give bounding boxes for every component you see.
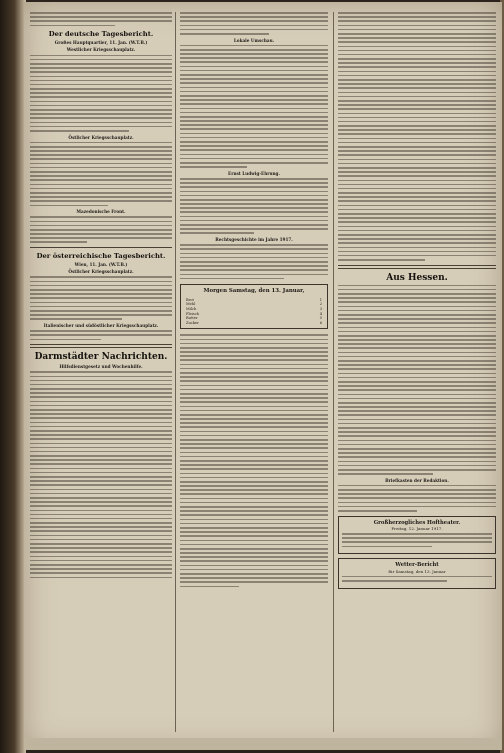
column-rule [333, 12, 334, 732]
text-block [180, 334, 328, 587]
section-east: Östlicher Kriegsschauplatz. [68, 134, 134, 140]
section-macedonia: Mazedonische Front. [76, 209, 126, 215]
subheadline: Ernst Ludwig-Ehrung. [228, 170, 280, 176]
text-block [30, 12, 172, 26]
dateline: Wien, 11. Jan. (W.T.B.) [74, 262, 128, 268]
row-label: Mehl [186, 302, 196, 307]
section-east: Östlicher Kriegsschauplatz. [68, 269, 134, 275]
column-2 [180, 12, 328, 737]
row-value: 5 [319, 316, 322, 321]
column-3 [338, 12, 496, 737]
newspaper-page [24, 2, 502, 750]
text-block [180, 244, 328, 279]
subheadline-letters: Briefkasten der Redaktion. [385, 477, 449, 483]
weather-notice [338, 558, 496, 588]
subheadline: Rechtsgeschichte im Jahre 1917. [215, 237, 293, 242]
headline-hessen: Aus Hessen. [386, 272, 448, 283]
row-label: Brot [186, 297, 194, 302]
headline-austrian-report: Der österreichische Tagesbericht. [36, 252, 166, 261]
column-1 [30, 12, 172, 737]
text-block [342, 576, 492, 582]
divider [30, 344, 172, 348]
text-block [338, 12, 496, 261]
text-block [180, 12, 328, 35]
text-block [30, 55, 172, 132]
subheadline: Lokale Umschau. [233, 37, 275, 43]
theater-notice [338, 516, 496, 555]
page-bottom-edge [24, 738, 502, 750]
row-value: 3 [319, 306, 322, 311]
headline-german-report: Der deutsche Tagesbericht. [48, 30, 154, 39]
section-italy: Italienischer und südöstlicher Kriegsschauplatz. [43, 322, 159, 328]
row-label: Zucker [186, 320, 199, 325]
row-value: 6 [319, 320, 322, 325]
divider [338, 265, 496, 269]
notice-text: Freitag, 12. Januar 1917. [391, 526, 443, 532]
divider [30, 247, 172, 248]
headline-darmstadt-news: Darmstädter Nachrichten. [34, 352, 168, 363]
box-title: Morgen Samstag, den 13. Januar, [203, 288, 305, 295]
text-block [30, 371, 172, 578]
dateline: Großes Hauptquartier, 11. Jan. (W.T.B.) [54, 40, 148, 46]
text-block [30, 216, 172, 243]
text-block [342, 533, 492, 547]
table-row [185, 321, 323, 326]
row-value: 2 [319, 302, 322, 307]
ration-table-box [180, 284, 328, 329]
text-block [30, 276, 172, 319]
text-block [338, 485, 496, 512]
text-block [180, 178, 328, 234]
notice-title: Großherzogliches Hoftheater. [373, 519, 461, 526]
text-block [30, 142, 172, 206]
notice-text: für Samstag, den 13. Januar [388, 568, 446, 574]
column-rule [175, 12, 176, 732]
row-value: 4 [319, 311, 322, 316]
row-label: Fleisch [186, 311, 200, 316]
row-label: Butter [186, 316, 198, 321]
subheadline: Hilfsdienstgesetz und Wochenhilfe. [59, 364, 143, 370]
section-west: Westlicher Kriegsschauplatz. [66, 47, 136, 53]
book-binding [0, 0, 26, 753]
text-block [180, 45, 328, 168]
text-block [30, 330, 172, 340]
notice-title: Wetter-Bericht [395, 562, 439, 569]
text-block [338, 285, 496, 475]
row-label: Milch [186, 306, 197, 311]
ration-table [185, 298, 323, 326]
row-value: 1 [319, 297, 322, 302]
